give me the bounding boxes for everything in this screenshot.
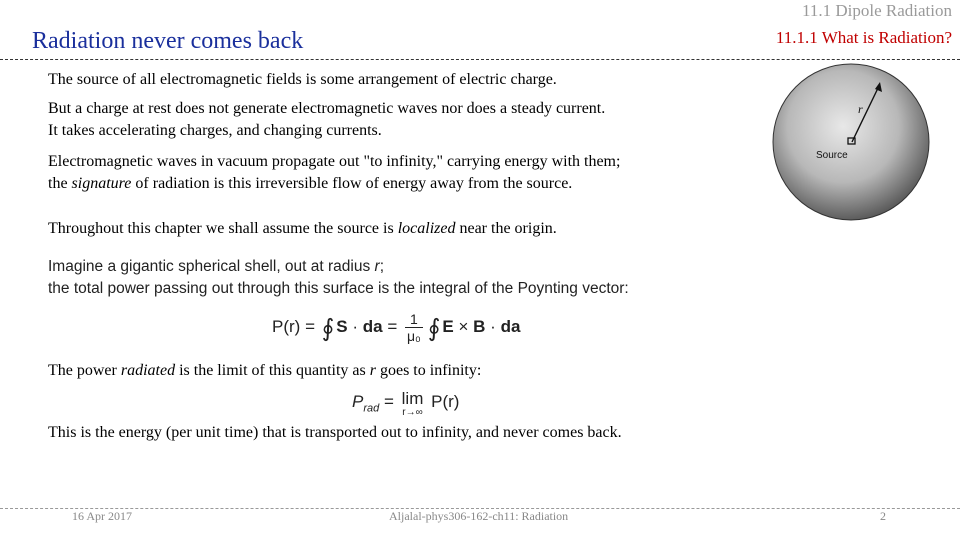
radiation-sphere-figure	[771, 62, 931, 224]
title-divider	[0, 59, 960, 60]
paragraph-1: The source of all electromagnetic fields is some arrangement of electric charge.	[48, 71, 557, 88]
paragraph-2-line-1: But a charge at rest does not generate electromagnetic waves nor does a steady current.	[48, 100, 606, 117]
footer-page-number: 2	[880, 509, 886, 523]
emphasis-radiated: radiated	[120, 362, 176, 379]
section-heading: 11.1 Dipole Radiation	[802, 1, 952, 20]
source-label: Source	[816, 150, 848, 161]
paragraph-4: Throughout this chapter we shall assume the source is localized near the origin.	[48, 220, 557, 237]
paragraph-7: This is the energy (per unit time) that is transported out to infinity, and never comes back.	[48, 424, 622, 441]
paragraph-5-line-1: Imagine a gigantic spherical shell, out at radius r;	[48, 258, 385, 275]
paragraph-3	[48, 151, 620, 195]
spherical-shell	[773, 64, 929, 220]
contour-integral-symbol: ∮	[427, 314, 441, 342]
paragraph-5	[48, 256, 629, 300]
fraction-one-over-mu0: $\frac{1}{\text{μ₀}}$	[406, 311, 421, 344]
footer-date: 16 Apr 2017	[72, 509, 132, 523]
slide-title: Radiation never comes back	[32, 28, 304, 54]
radiated-power-equation: $P_{rad} = \lim$ r→∞ P(r)	[352, 389, 460, 418]
paragraph-6: The power radiated is the limit of this quantity as r goes to infinity:	[48, 362, 482, 379]
paragraph-3-line-1: Electromagnetic waves in vacuum propagate out "to infinity," carrying energy with them;	[48, 153, 621, 170]
footer-course: Aljalal-phys306-162-ch11: Radiation	[389, 509, 569, 523]
limit-operator: lim r→∞	[401, 389, 424, 418]
radius-label: r	[858, 102, 863, 116]
emphasis-signature: signature	[71, 175, 132, 192]
paragraph-3-line-2: the signature of radiation is this irreversible flow of energy away from the source.	[48, 175, 573, 192]
paragraph-2	[48, 98, 605, 142]
subsection-heading: 11.1.1 What is Radiation?	[775, 28, 952, 47]
paragraph-2-line-2: It takes accelerating charges, and changing currents.	[48, 122, 382, 139]
contour-integral-symbol: ∮	[321, 314, 335, 342]
emphasis-localized: localized	[397, 220, 456, 237]
power-equation: P(r) = ∮ S · da = $\frac{1}{\text{μ₀}}$ ∮ E × B · da	[272, 311, 521, 344]
paragraph-5-line-2: the total power passing out through this surface is the integral of the Poynting vector:	[48, 280, 629, 297]
